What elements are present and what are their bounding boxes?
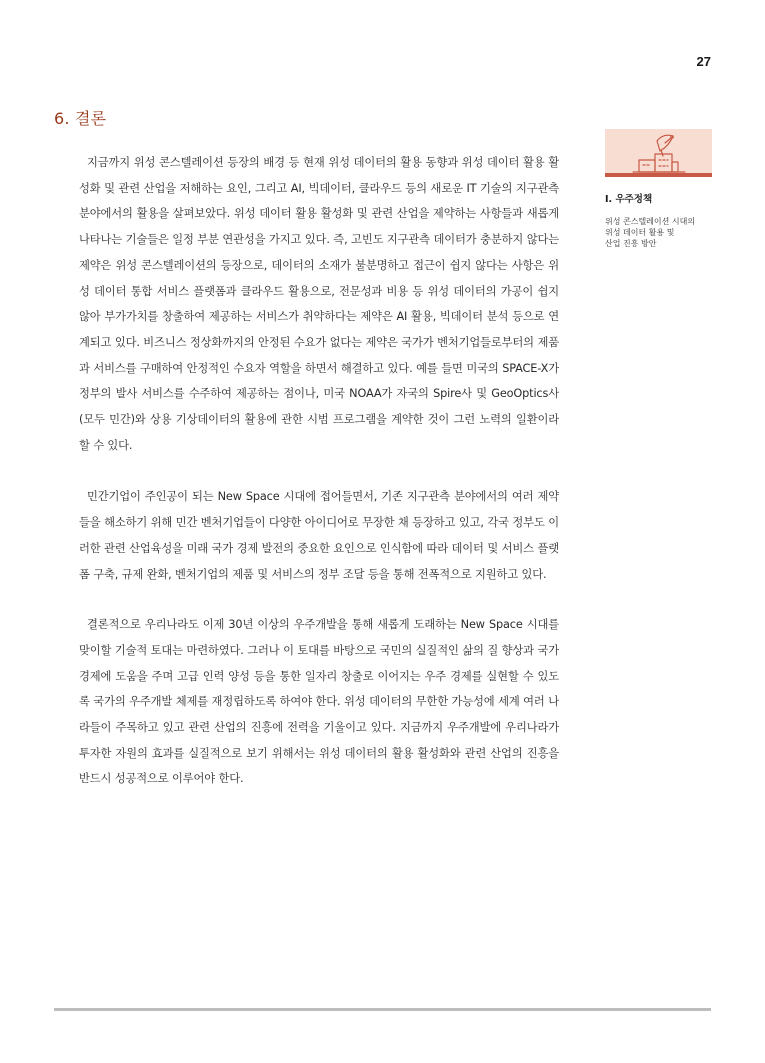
paragraph-2: 민간기업이 주인공이 되는 New Space 시대에 접어들면서, 기존 지구관측 분야에서의 여러 제약들을 해소하기 위해 민간 벤처기업들이 다양한 아이디어로 무장한 채 등장하고 있고, 각국 정부도 이러한 관련 산업육성을 미래 국가 경제 발전의 중요한 요인으로 인식함에 따라 데이터 및 서비스 플랫폼 구축, 규제 완화, 벤처기업의 제품 및 서비스의 정부 조달 등을 통해 전폭적으로 지원하고 있다.	[79, 490, 559, 581]
page-number: 27	[696, 54, 711, 69]
sidebar-subtitle	[605, 216, 712, 249]
footer-divider	[54, 1008, 711, 1011]
paragraph-3: 결론적으로 우리나라도 이제 30년 이상의 우주개발을 통해 새롭게 도래하는 New Space 시대를 맞이할 기술적 토대는 마련하였다. 그러나 이 토대를 바탕으로 국민의 실질적인 삶의 질 향상과 국가 경제에 도움을 주며 고급 인력 양성 등을 통한 일자리 창출로 이어지는 우주 경제를 실현할 수 있도록 국가의 우주개발 체제를 재정립하도록 하여야 한다. 위성 데이터의 무한한 가능성에 세계 여러 나라들이 주목하고 있고 관련 산업의 진흥에 전력을 기울이고 있다. 지금까지 우주개발에 우리나라가 투자한 자원의 효과를 실질적으로 보기 위해서는 위성 데이터의 활용 활성화와 관련 산업의 진흥을 반드시 성공적으로 이루어야 한다.	[79, 618, 559, 786]
sidebar-banner	[605, 129, 712, 177]
paragraph-1: 지금까지 위성 콘스텔레이션 등장의 배경 등 현재 위성 데이터의 활용 동향과 위성 데이터 활용 활성화 및 관련 산업을 저해하는 요인, 그리고 AI, 빅데이터, 클라우드 등의 새로운 IT 기술의 지구관측 분야에서의 활용을 살펴보았다. 위성 데이터 활용 활성화 및 관련 산업을 제약하는 사항들과 새롭게 나타나는 기술들은 일정 부분 연관성을 가지고 있다. 즉, 고빈도 지구관측 데이터가 충분하지 않다는 제약은 위성 콘스텔레이션의 등장으로, 데이터의 소재가 불분명하고 접근이 쉽지 않다는 사항은 위성 데이터 통합 서비스 플랫폼과 클라우드 활용으로, 전문성과 비용 등 위성 데이터의 가공이 쉽지 않아 부가가치를 창출하여 제공하는 서비스가 취약하다는 제약은 AI 활용, 빅데이터 분석 등으로 연계되고 있다. 비즈니스 정상화까지의 안정된 수요가 없다는 제약은 국가가 벤처기업들로부터의 제품과 서비스를 구매하여 안정적인 수요자 역할을 하면서 해결하고 있다. 예를 들면 미국의 SPACE-X가 정부의 발사 서비스를 수주하여 제공하는 점이나, 미국 NOAA가 자국의 Spire사 및 GeoOptics사(모두 민간)와 상용 기상데이터의 활용에 관한 시범 프로그램을 계약한 것이 그런 노력의 일환이라 할 수 있다.	[79, 156, 559, 452]
sidebar-subtitle-line: 산업 진흥 방안	[605, 239, 657, 248]
satellite-dish-icon	[605, 129, 712, 173]
sidebar-category: I. 우주정책	[605, 194, 653, 205]
body-text	[79, 150, 559, 818]
sidebar	[605, 129, 712, 249]
section-title: 6. 결론	[54, 109, 107, 128]
sidebar-subtitle-line: 위성 데이터 활용 및	[605, 228, 675, 237]
sidebar-subtitle-line: 위성 콘스텔레이션 시대의	[605, 217, 696, 226]
